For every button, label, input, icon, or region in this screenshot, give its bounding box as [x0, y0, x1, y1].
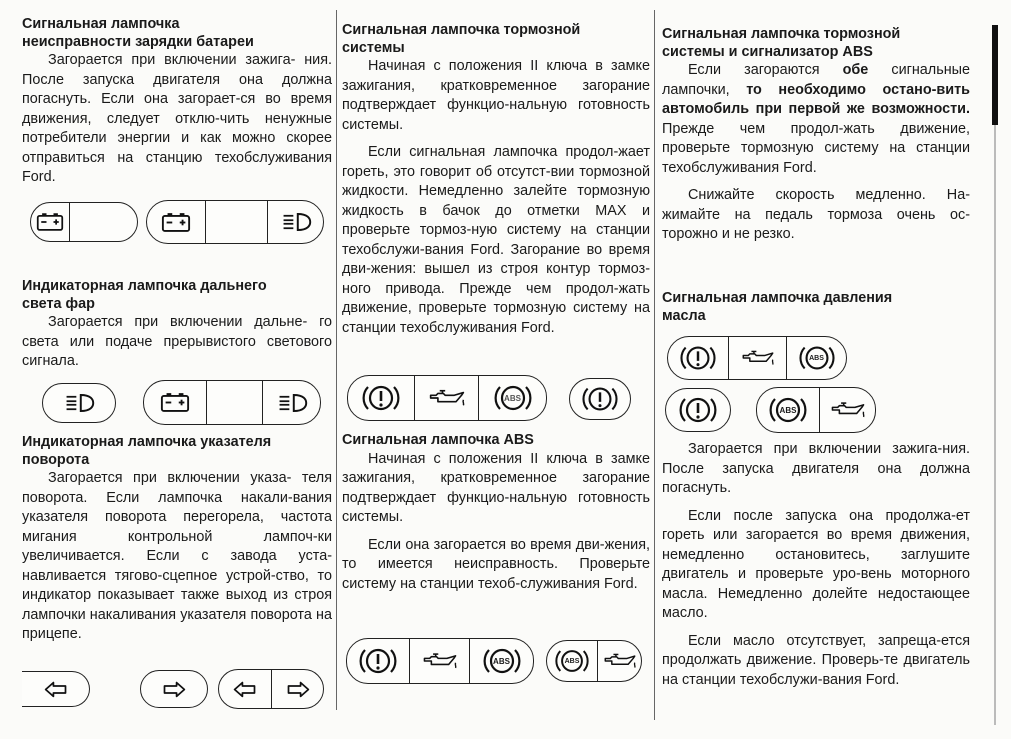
- oil-can-icon: [728, 337, 786, 379]
- oil-can-icon: [409, 639, 469, 683]
- high-beam-icon: [262, 381, 320, 424]
- abs-icon-label: ABS: [504, 393, 521, 403]
- brake-abs-text-2: Снижайте скорость медленно. На-жимайте на педаль тормоза очень ос-торожно и не резко.: [662, 187, 970, 242]
- oil-text-1: Загорается при включении зажига-ния. После запуска двигателя она должна погаснуть.: [662, 441, 970, 496]
- brake-indicator-panel-2: [665, 388, 731, 432]
- abs-icon: [478, 376, 546, 420]
- oil-text-3: Если масло отсутствует, запреща-ется продолжать движение. Проверь-те двигатель на станции техобслужи-вания Ford.: [662, 632, 970, 688]
- oil-text-block: [662, 440, 970, 690]
- turn-section: [22, 434, 332, 645]
- abs-oil-panel-2: [756, 387, 876, 433]
- oil-section: [662, 290, 970, 325]
- brake-abs-section: [662, 26, 970, 245]
- battery-icon: [31, 203, 69, 241]
- battery-indicator-panel: [30, 202, 138, 242]
- battery-icon: [144, 381, 206, 424]
- brake-text-1: Начиная с положения II ключа в замке зажигания, кратковременное загорание подтверждает функцио-нальную готовность системы.: [342, 58, 650, 133]
- brake-abs-title: Сигнальная лампочка тормозной системы и сигнализатор ABS: [662, 26, 901, 60]
- abs-icon: [757, 388, 819, 432]
- abs-icon-label: ABS: [493, 656, 510, 666]
- highbeam-section: [22, 278, 332, 372]
- brake-warning-icon: [348, 376, 414, 420]
- brake-section: [342, 22, 650, 338]
- brake-oil-abs-panel-2: [346, 638, 534, 684]
- abs-icon-label: ABS: [809, 354, 824, 362]
- arrow-left-icon: [22, 672, 89, 706]
- empty-segment: [69, 203, 137, 241]
- abs-icon: [469, 639, 533, 683]
- dashboard-panel-highbeam: [143, 380, 321, 425]
- abs-text-1: Начиная с положения II ключа в замке зажигания, кратковременное загорание подтверждает функцио-нальную готовность системы.: [342, 450, 650, 525]
- abs-oil-panel: [546, 640, 642, 682]
- abs-icon: [547, 641, 597, 681]
- empty-segment: [206, 381, 262, 424]
- battery-icon: [147, 201, 205, 243]
- page-edge-line: [994, 125, 996, 725]
- brake-title: Сигнальная лампочка тормозной системы: [342, 22, 581, 56]
- highbeam-title: Индикаторная лампочка дальнего света фар: [22, 278, 267, 312]
- brake-text-2: Если сигнальная лампочка продол-жает гореть, это говорит об отсутст-вии тормозной жидкости. Немедленно залейте тормозную жидкость в бачок до отметки MAX и проверьте тормоз-ную систему на станции техобслужи-вания Ford. Загорание во время дви-жения: вышел из строя контур тормоз-ного привода. Прежде чем продол-жать движение, проверьте тормозную систему на станции техобслуживания Ford.: [342, 144, 650, 336]
- brake-indicator-panel: [569, 378, 631, 420]
- turn-indicator-panel-right: [140, 670, 208, 708]
- column-2: [342, 0, 650, 739]
- turn-title: Индикаторная лампочка указателя поворота: [22, 434, 272, 468]
- high-beam-icon: [267, 201, 323, 243]
- abs-icon-label: ABS: [564, 657, 580, 665]
- turn-text: Загорается при включении указа- теля поворота. Если лампочка накали-вания указателя поворота перегорела, частота мигания контрольной лампоч-ки увеличивается. Если с завода уста-навливается тягово-сцепное устрой-ство, то индикатор показывает также выход из строя лампочки накаливания указателя поворота на прицепе.: [22, 470, 332, 642]
- high-beam-icon: [43, 384, 115, 422]
- oil-text-2: Если после запуска она продолжа-ет гореть или загорается во время движения, немедленно остановитесь, заглушите двигатель и проверьте уро-вень моторного масла. Немедленно долейте недостающее масло.: [662, 507, 970, 621]
- brake-oil-abs-panel-3: [667, 336, 847, 380]
- arrow-right-icon: [271, 670, 323, 708]
- dashboard-panel-battery: [146, 200, 324, 244]
- turn-indicator-panel-both: [218, 669, 324, 709]
- oil-can-icon: [597, 641, 641, 681]
- turn-indicator-panel-left: [22, 671, 90, 707]
- brake-warning-icon: [666, 389, 730, 431]
- abs-title: Сигнальная лампочка ABS: [342, 432, 534, 448]
- empty-segment: [205, 201, 267, 243]
- abs-icon: [786, 337, 846, 379]
- abs-section: [342, 432, 650, 594]
- oil-can-icon: [414, 376, 478, 420]
- brake-abs-text-1: Если загораются обе сигнальные лампочки, то необходимо остано-вить автомобиль при первой же возможности. Прежде чем продол-жать движение, проверьте тормозную систему на станции техобслуживания Ford.: [662, 62, 970, 176]
- highbeam-text: Загорается при включении дальне- го света или подаче прерывистого светового сигнала.: [22, 314, 332, 369]
- page-edge-mark: [992, 25, 998, 125]
- abs-icon-label: ABS: [779, 405, 797, 415]
- column-1: [22, 0, 332, 739]
- column-divider-2: [654, 10, 655, 720]
- arrow-right-icon: [141, 671, 207, 707]
- arrow-left-icon: [219, 670, 271, 708]
- battery-section: [22, 16, 332, 188]
- oil-title: Сигнальная лампочка давления масла: [662, 290, 893, 324]
- battery-text: Загорается при включении зажига- ния. После запуска двигателя она должна погаснуть. Если она загорает-ся во время движения, следует отклю-чить ненужные потребители энергии и как можно скорее отправиться на станцию техобслуживания Ford.: [22, 52, 332, 185]
- abs-text-2: Если она загорается во время дви-жения, то имеется неисправность. Проверьте систему на станции техоб-служивания Ford.: [342, 536, 650, 592]
- brake-warning-icon: [570, 379, 630, 419]
- high-beam-indicator-panel: [42, 383, 116, 423]
- brake-warning-icon: [668, 337, 728, 379]
- battery-title: Сигнальная лампочка неисправности зарядки батареи: [22, 16, 254, 50]
- oil-can-icon: [819, 388, 875, 432]
- brake-oil-abs-panel: [347, 375, 547, 421]
- brake-warning-icon: [347, 639, 409, 683]
- column-divider-1: [336, 10, 337, 710]
